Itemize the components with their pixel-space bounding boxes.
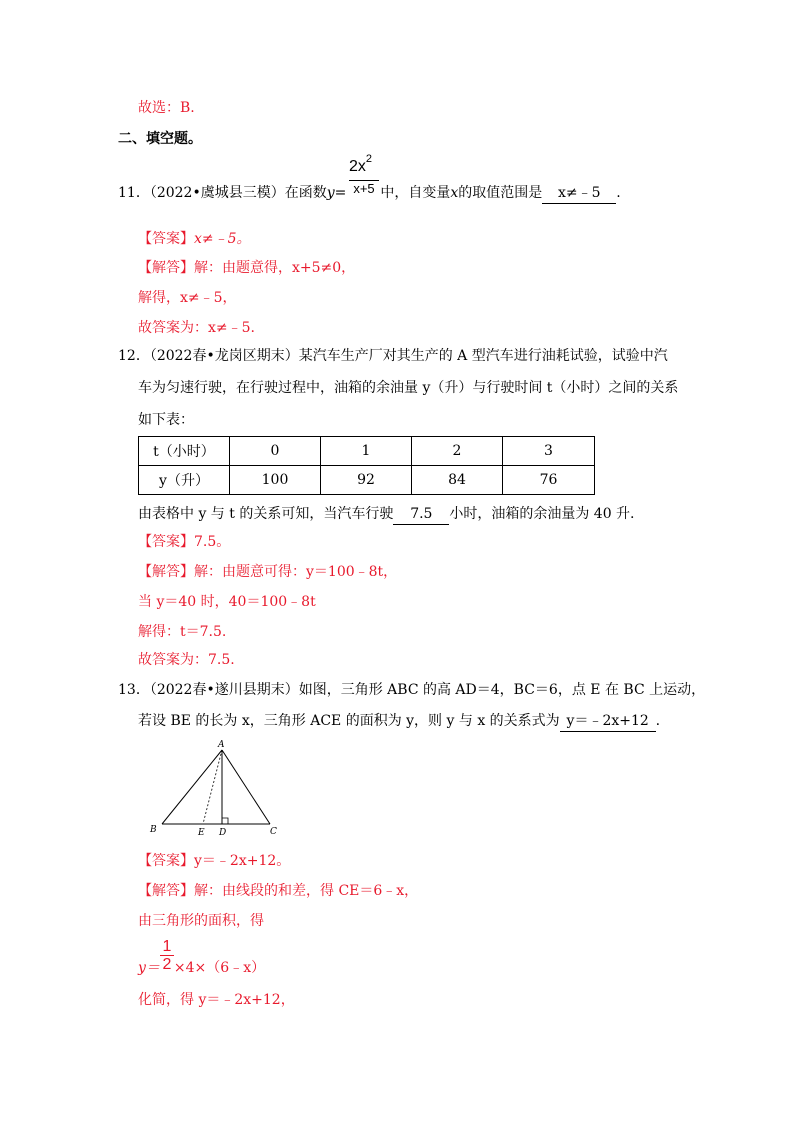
table-cell: 76 xyxy=(503,466,595,495)
q13-blank-answer: y＝﹣2x+12 xyxy=(560,711,656,732)
q13-text-1: （2022春•遂川县期末）如图，三角形 ABC 的高 AD＝4，BC＝6，点 E 在 BC 上运动， xyxy=(149,682,706,698)
a11-answer-tag: 【答案】 xyxy=(138,231,194,247)
table-cell: 100 xyxy=(230,466,321,495)
segment-ab xyxy=(162,750,222,824)
table-cell: t（小时） xyxy=(139,437,230,466)
a13-solution-4: 化简，得 y＝﹣2x+12， xyxy=(138,992,295,1008)
a12-solution-4: 故答案为：7.5. xyxy=(138,652,235,668)
q11-question xyxy=(118,183,621,204)
segment-ac xyxy=(222,750,270,824)
a12-solution-2: 当 y＝40 时，40＝100﹣8t xyxy=(138,594,316,610)
q11-number: 11． xyxy=(118,185,150,201)
a12-solution-3: 解得：t＝7.5. xyxy=(138,624,227,640)
table-row xyxy=(139,437,595,466)
a11-solution-tag: 【解答】 xyxy=(138,260,194,276)
a13-solution-tag: 【解答】 xyxy=(138,883,194,899)
a13-answer xyxy=(138,851,290,871)
q11-end: . xyxy=(616,185,621,201)
q11-frac-numerator: 2x xyxy=(349,158,366,175)
right-angle-mark xyxy=(222,818,228,824)
a13-solution-text-1: 解：由线段的和差，得 CE＝6﹣x， xyxy=(194,883,419,899)
q12-after-a: 由表格中 y 与 t 的关系可知，当汽车行驶 xyxy=(138,506,394,522)
q12-question-line2: 车为匀速行驶，在行驶过程中，油箱的余油量 y（升）与行驶时间 t（小时）之间的关系 xyxy=(138,380,679,396)
a13-answer-text: y＝﹣2x+12。 xyxy=(194,853,291,869)
table-cell: 84 xyxy=(412,466,503,495)
q12-blank-answer: 7.5 xyxy=(393,504,449,525)
table-cell: 0 xyxy=(230,437,321,466)
a11-solution-2: 解得，x≠﹣5， xyxy=(138,290,237,306)
table-cell: y（升） xyxy=(139,466,230,495)
a11-solution-text-1: 解：由题意得，x+5≠0， xyxy=(194,260,356,276)
a11-solution-3: 故答案为：x≠﹣5. xyxy=(138,320,255,336)
a13-solution-3 xyxy=(138,958,265,978)
a12-answer-text: 7.5。 xyxy=(194,534,231,550)
q12-after-b: 小时，油箱的余油量为 40 升. xyxy=(449,506,635,522)
label-d: D xyxy=(219,828,227,838)
q13-text-2: 若设 BE 的长为 x，三角形 ACE 的面积为 y，则 y 与 x 的关系式为 xyxy=(138,713,560,729)
section-title: 二、填空题。 xyxy=(118,131,202,147)
label-a: A xyxy=(218,740,225,750)
q11-text-b: 中，自变量 xyxy=(380,185,451,201)
table-cell: 92 xyxy=(321,466,412,495)
q11-y: y= xyxy=(326,185,347,201)
q11-frac-denominator: x+5 xyxy=(349,180,379,197)
q12-question-line3: 如下表： xyxy=(138,412,194,428)
previous-answer: 故选：B. xyxy=(138,100,195,116)
a11-answer xyxy=(138,229,251,249)
a12-solution-1 xyxy=(138,562,397,582)
a13-answer-tag: 【答案】 xyxy=(138,853,194,869)
q12-number: 12． xyxy=(118,348,150,364)
table-row xyxy=(139,466,595,495)
q11-text-a: 在函数 xyxy=(284,185,327,201)
q12-table xyxy=(138,436,595,495)
a13-solution-3-pre: y＝ xyxy=(138,960,160,976)
q13-end: . xyxy=(655,713,661,729)
q12-text-1: （2022春•龙岗区期末）某汽车生产厂对其生产的 A 型汽车进行油耗试验，试验中汽 xyxy=(149,348,668,364)
q13-number: 13． xyxy=(118,682,150,698)
a13-solution-3-post: ×4×（6﹣x） xyxy=(173,960,266,976)
label-c: C xyxy=(270,827,277,837)
q12-question-after xyxy=(138,504,635,525)
table-cell: 1 xyxy=(321,437,412,466)
a12-answer xyxy=(138,532,230,552)
q11-text-c: 的取值范围是 xyxy=(458,185,543,201)
a13-solution-1 xyxy=(138,881,418,901)
q11-source: （2022•虞城县三模） xyxy=(149,185,285,201)
q13-question-line2 xyxy=(138,711,660,732)
a11-answer-text: x≠﹣5。 xyxy=(194,231,251,247)
a12-solution-text-1: 解：由题意可得：y＝100﹣8t， xyxy=(194,564,398,580)
q11-blank-answer: x≠﹣5 xyxy=(542,183,616,204)
q11-x: x xyxy=(450,185,459,201)
a12-solution-tag: 【解答】 xyxy=(138,564,194,580)
table-cell: 2 xyxy=(412,437,503,466)
a13-frac-numerator: 1 xyxy=(162,938,172,955)
table-cell: 3 xyxy=(503,437,595,466)
q12-question-line1 xyxy=(118,346,668,366)
a13-frac-denominator: 2 xyxy=(160,955,174,973)
label-e: E xyxy=(198,828,205,838)
a12-answer-tag: 【答案】 xyxy=(138,534,194,550)
q11-frac-exponent: 2 xyxy=(365,153,373,165)
a13-solution-2: 由三角形的面积，得 xyxy=(138,913,264,929)
a11-solution-1 xyxy=(138,258,355,278)
triangle-figure xyxy=(142,738,292,838)
label-b: B xyxy=(150,825,157,835)
q13-question-line1 xyxy=(118,680,705,700)
